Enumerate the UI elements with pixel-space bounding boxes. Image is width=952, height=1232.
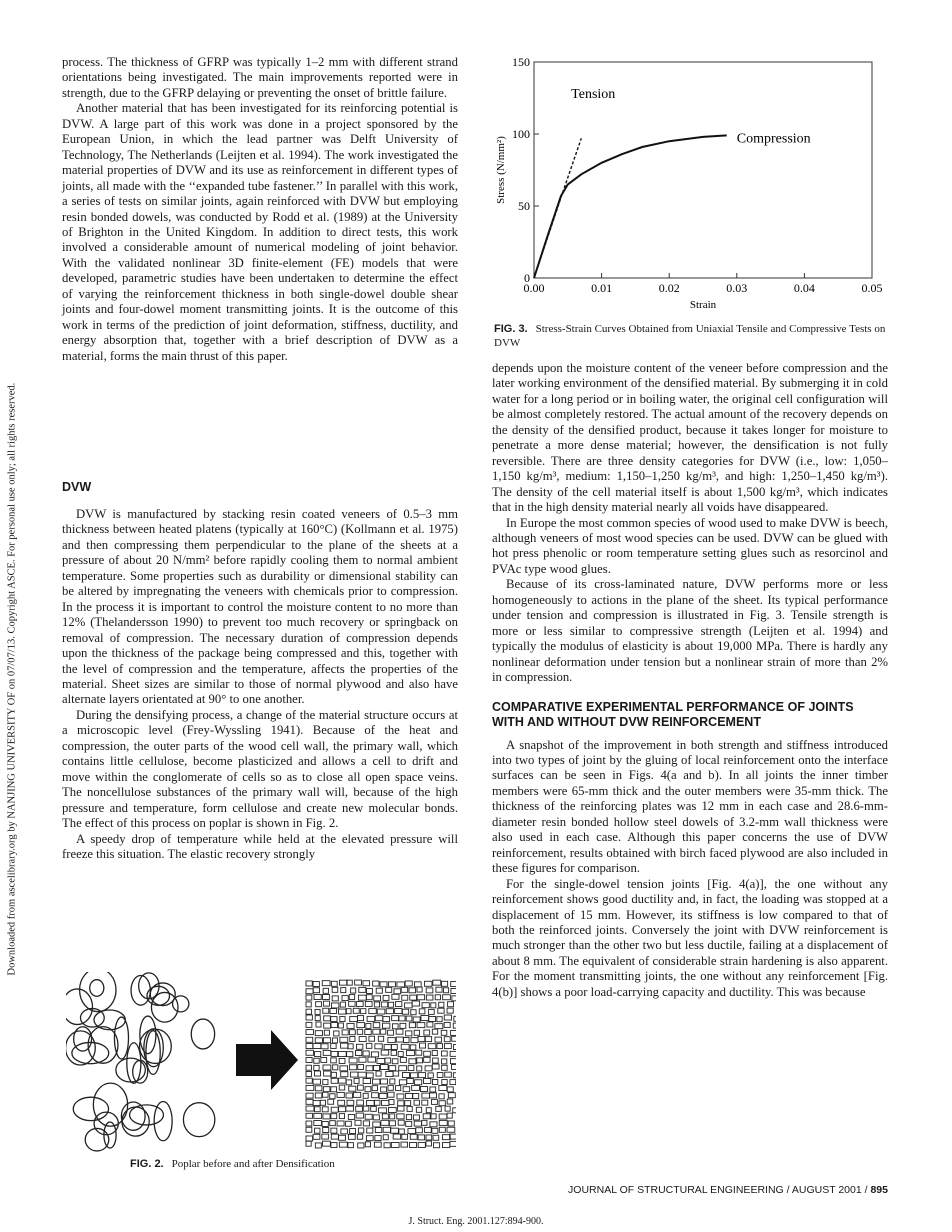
paragraph: In Europe the most common species of wood used to make DVW is beech, although veneers of most wood species can be used. DVW can be glued with hot press phenolic or room temperature setting glues such as resorcinol and PVAc type wood glues. bbox=[492, 515, 888, 576]
series-compression-line bbox=[534, 135, 727, 278]
series-label-compression: Compression bbox=[736, 131, 811, 147]
caption-text: Poplar before and after Densification bbox=[171, 1158, 335, 1170]
page-number: 895 bbox=[870, 1184, 888, 1196]
caption-text: Stress-Strain Curves Obtained from Uniaxial Tensile and Compressive Tests on DVW bbox=[494, 323, 886, 349]
paragraph: DVW is manufactured by stacking resin coated veneers of 0.5–3 mm thickness between heated platens (typically at 160°C) (Kollmann et al. 1975) and then compressing them perpendicular to the plane of the sheets at a pressure of about 20 N/mm² before rapidly cooling them to normal ambient temperature. Some properties such as durability or dimensional stability can be altered by impregnating the veneers with chemicals prior to compression. In the process it is important to control the moisture content to no more than 12% (Thelandersson 1990) to prevent too much recovery or springback on removal of compression. The necessary duration of compression depends upon the thickness of the package being compressed and this, together with the level of compression and the temperature, affects the properties of the material. Sheet sizes are similar to those of normal plywood and also have alternate layers orientated at 90° to one another. bbox=[62, 507, 458, 707]
poplar-before-image bbox=[66, 972, 215, 1151]
stress-strain-chart bbox=[480, 50, 900, 320]
x-tick-label: 0.00 bbox=[523, 281, 545, 295]
download-watermark: Downloaded from ascelibrary.org by NANJING UNIVERSITY OF on 07/07/13. Copyright ASCE. For personal use only; all rights reserved. bbox=[6, 382, 18, 976]
y-axis-label: Stress (N/mm²) bbox=[495, 136, 507, 204]
y-tick-label: 50 bbox=[518, 199, 530, 213]
journal-footer bbox=[568, 1184, 888, 1196]
poplar-after-image bbox=[306, 980, 456, 1148]
y-tick-label: 100 bbox=[512, 127, 530, 141]
y-tick-label: 0 bbox=[524, 271, 530, 285]
x-tick-label: 0.04 bbox=[793, 281, 815, 295]
figure-2-poplar-micrograph bbox=[66, 972, 456, 1152]
paragraph: Because of its cross-laminated nature, DVW performs more or less homogeneously to actions in the plane of the sheet. Its typical performance under tension and compression is illustrated in Fig. 3. Tensile strength is more or less similar to compressive strength (Leijten et al. 1994) and typically the modulus of elasticity is about 19,000 MPa. There is hardly any nonlinear deformation under tension but a nonlinear strain of more than 2% in compression. bbox=[492, 577, 888, 685]
figure-label: FIG. 3. bbox=[494, 323, 528, 335]
paragraph: depends upon the moisture content of the veneer before compression and the later working environment of the densified material. By submerging it in cold water for a long period or in boiling water, the original cell configuration will be almost completely restored. The actual amount of the recovery depends on the density of the densified product, because it takes longer for moisture to penetrate a more dense material; however, the densification is not fully reversible. There are three density categories for DVW (i.e., low: 1,050–1,150 kg/m³, medium: 1,150–1,250 kg/m³, and high: 1,250–1,450 kg/m³). The density of the cell material itself is about 1,500 kg/m³, which indicates that in the high density material nearly all voids have disappeared. bbox=[492, 361, 888, 515]
left-column-top bbox=[62, 55, 458, 364]
paragraph: A snapshot of the improvement in both strength and stiffness introduced into two types of joint by the gluing of local reinforcement onto the interface surfaces can be seen in Figs. 4(a and b). In all joints the inner timber members were 65-mm thick and the outer members were 35-mm thick. The thickness of the reinforcing plates was 12 mm in each case and 28.6-mm-diameter resin bonded hollow steel dowels of 3.2-mm wall thickness were also used in each case. Although this paper concerns the use of DVW reinforcement, results obtained with birch faced plywood are also included in these figures for comparison. bbox=[492, 737, 888, 876]
series-label-tension: Tension bbox=[571, 87, 616, 102]
journal-name: JOURNAL OF STRUCTURAL ENGINEERING / AUGUST 2001 / bbox=[568, 1184, 871, 1196]
right-column bbox=[492, 361, 888, 1000]
paragraph: A speedy drop of temperature while held at the elevated pressure will freeze this situation. The elastic recovery strongly bbox=[62, 831, 458, 861]
paragraph: process. The thickness of GFRP was typically 1–2 mm with different strand orientations being investigated. The main improvements reported were in strength, due to the GFRP delaying or preventing the onset of brittle failure. bbox=[62, 55, 458, 100]
left-column-dvw bbox=[62, 480, 458, 862]
figure-3-caption bbox=[494, 322, 890, 350]
y-tick-label: 150 bbox=[512, 55, 530, 69]
figure-2-caption bbox=[130, 1157, 335, 1171]
paragraph: During the densifying process, a change of the material structure occurs at a microscopic level (Frey-Wyssling 1941). Because of the heat and compression, the outer parts of the wood cell wall, the primary wall, which contains little cellulose, become plasticized and allows a cell to drift and move within the conglomerate of cells so as to close all open space veins. The noncellulose substances of the primary wall will, because of the high pressure and temperature, form cellulose and create new molecular bonds. The effect of this process on poplar is shown in Fig. 2. bbox=[62, 707, 458, 831]
x-tick-label: 0.01 bbox=[591, 281, 613, 295]
x-axis-label: Strain bbox=[689, 299, 717, 311]
citation: J. Struct. Eng. 2001.127:894-900. bbox=[408, 1216, 544, 1227]
section-heading-dvw: DVW bbox=[62, 480, 92, 494]
paragraph: For the single-dowel tension joints [Fig. 4(a)], the one without any reinforcement shows good ductility and, in fact, the loading was stopped at a displacement of 15 mm. However, its stiffness is low compared to that of both the reinforced joints. Conversely the joint with DVW reinforcement is much stronger than the other two but less ductile, failing at a displacement of about 8 mm. The equivalent of considerable strain hardening is also apparent. For the moment transmitting joints, the one without any reinforcement [Fig. 4(b)] shows a poor load-carrying capacity and ductility. This was because bbox=[492, 876, 888, 999]
paragraph: Another material that has been investigated for its reinforcing potential is DVW. A large part of this work was done in a project sponsored by the European Union, in which the lead partner was Delft University of Technology, The Netherlands (Leijten et al. 1994). The work investigated the material properties of DVW and its use as reinforcement in different types of joints, all made with the ‘‘expanded tube fastener.’’ In parallel with this work, a series of tests on similar joints, again reinforced with DVW but employing resin bonded dowels, was conducted by Rodd et al. (1989) at the University of Brighton in the United Kingdom. In addition to direct tests, this work involved a considerable amount of numerical modeling of joint behavior. With the validated nonlinear 3D finite-element (FE) models that were developed, parametric studies have been undertaken to determine the effect of varying the reinforcement thickness in both single-dowel double shear joints and four-dowel moment transmitting joints. It is the outcome of this work in terms of the prediction of joint deformation, stiffness, ductility, and energy absorption that, together with a brief description of DVW as a material, forms the main thrust of this paper. bbox=[62, 101, 458, 363]
figure-label: FIG. 2. bbox=[130, 1158, 164, 1170]
x-tick-label: 0.05 bbox=[861, 281, 883, 295]
x-tick-label: 0.02 bbox=[658, 281, 680, 295]
arrow-icon bbox=[236, 1030, 298, 1090]
section-heading-comparative: COMPARATIVE EXPERIMENTAL PERFORMANCE OF JOINTS WITH AND WITHOUT DVW REINFORCEMENT bbox=[492, 699, 854, 729]
x-tick-label: 0.03 bbox=[726, 281, 748, 295]
